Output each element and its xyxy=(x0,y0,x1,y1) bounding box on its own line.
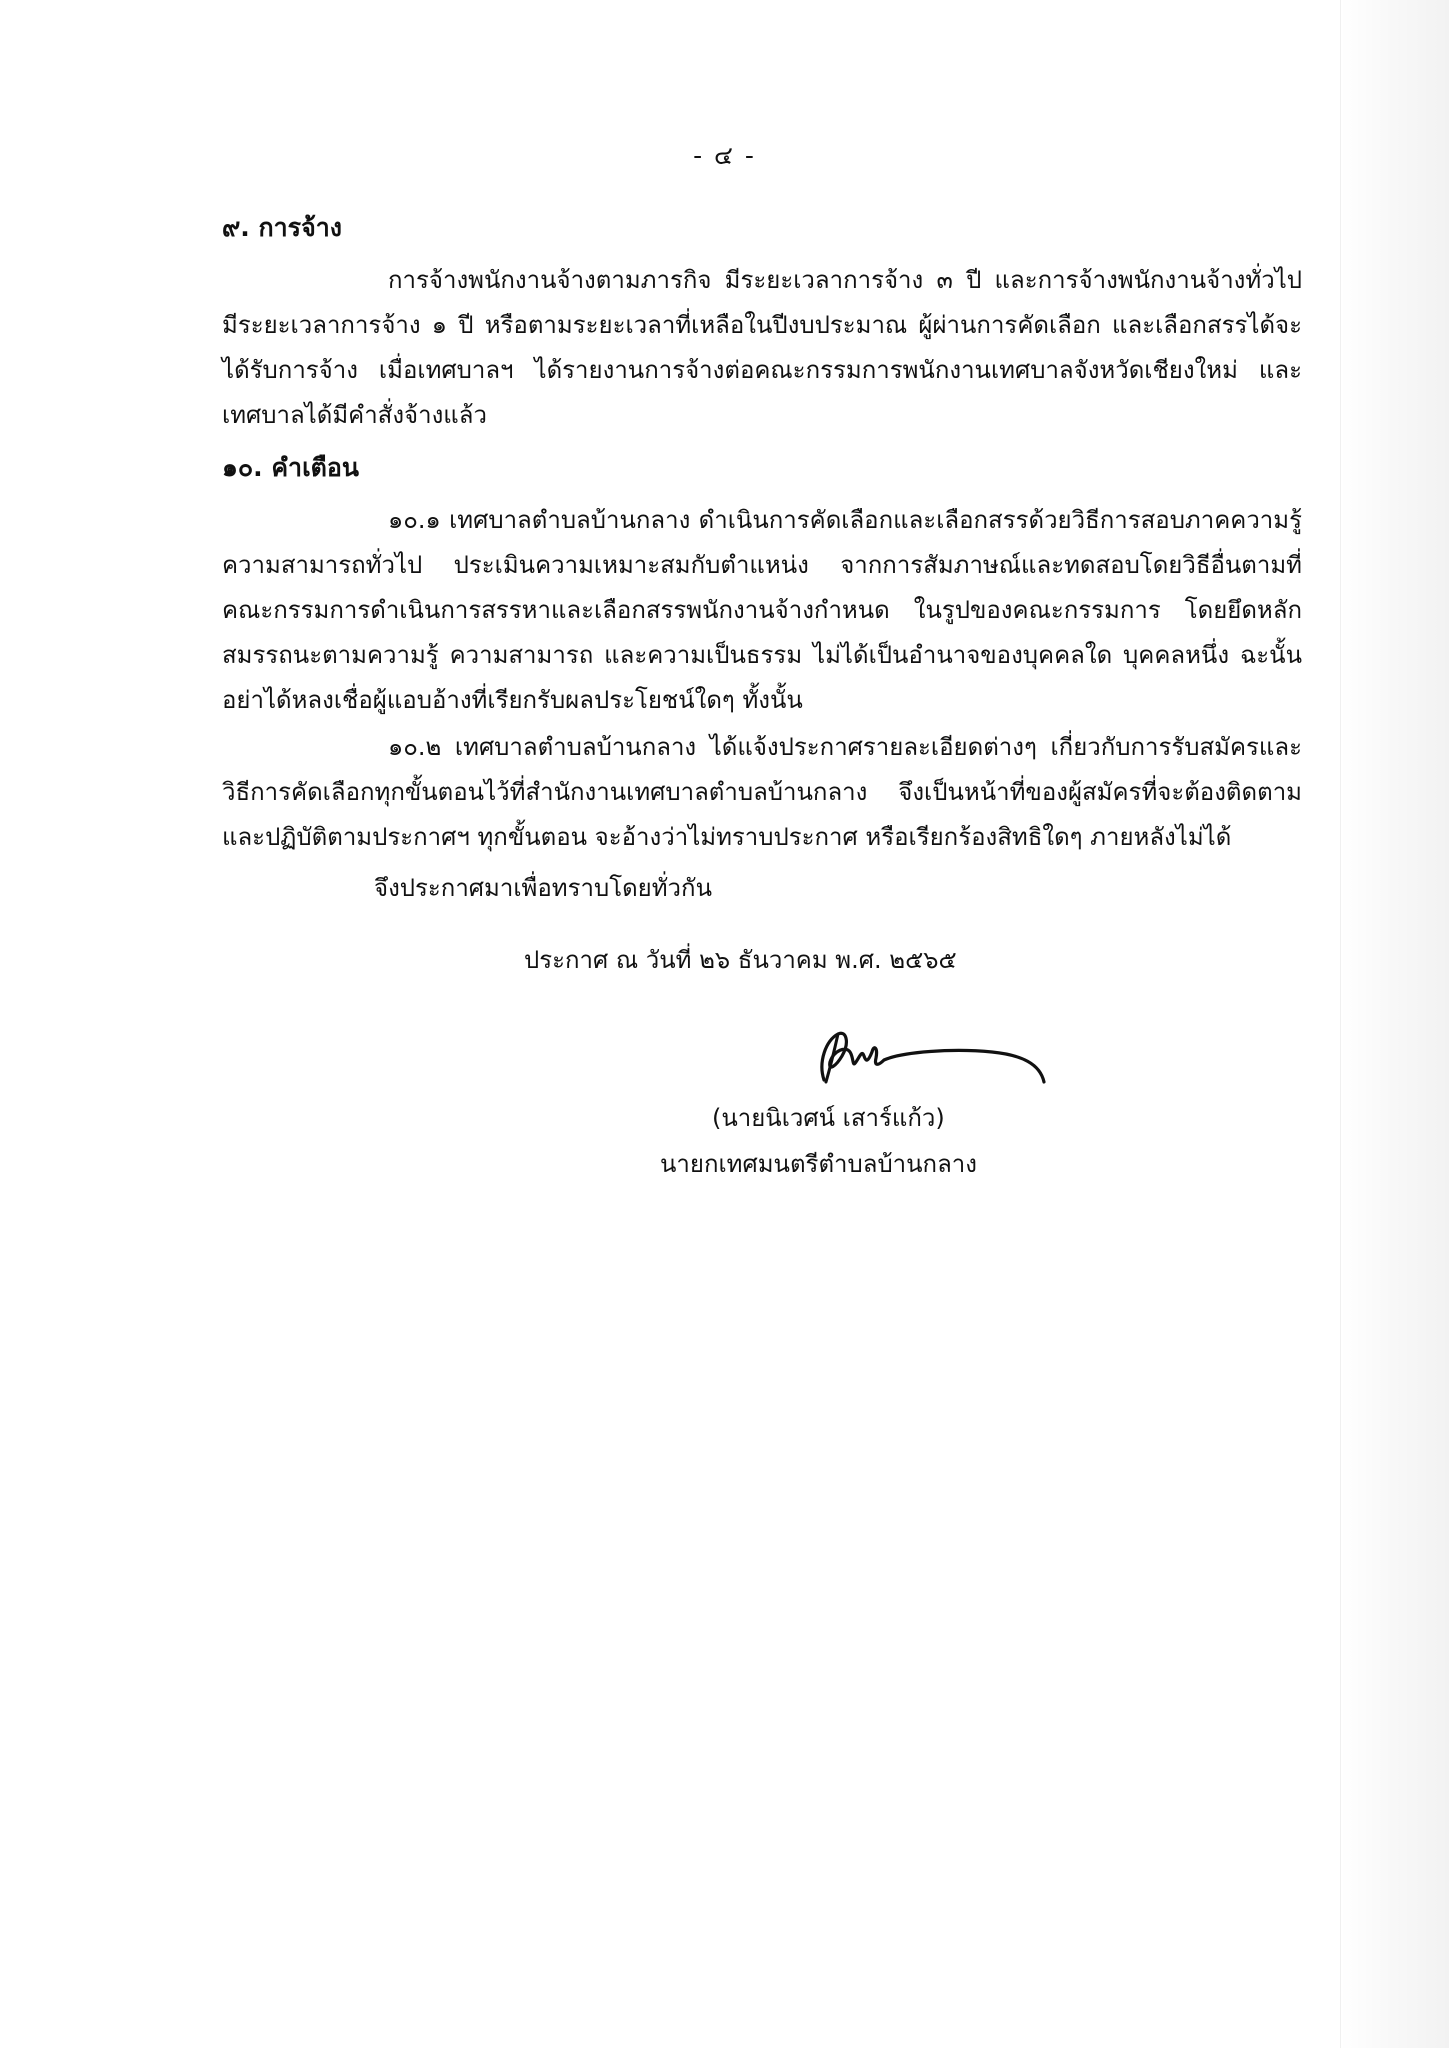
section-employment-heading: ๙. การจ้าง xyxy=(222,213,343,242)
section-warning-heading: ๑๐. คำเตือน xyxy=(222,453,359,482)
scan-shadow xyxy=(1339,0,1449,2048)
page-number: - ๔ - xyxy=(693,141,756,170)
warning-item-2: ๑๐.๒ เทศบาลตำบลบ้านกลาง ได้แจ้งประกาศรายละเอียดต่างๆ เกี่ยวกับการรับสมัครและวิธีการคัดเลือกทุกขั้นตอนไว้ที่สำนักงานเทศบาลตำบลบ้านกลาง จึงเป็นหน้าที่ของผู้สมัครที่จะต้องติดตาม และปฏิบัติตามประกาศฯ ทุกขั้นตอน จะอ้างว่าไม่ทราบประกาศ หรือเรียกร้องสิทธิใดๆ ภายหลังไม่ได้ xyxy=(222,733,1302,851)
announcement-date: ประกาศ ณ วันที่ ๒๖ ธันวาคม พ.ศ. ๒๕๖๕ xyxy=(524,946,957,974)
closing-statement: จึงประกาศมาเพื่อทราบโดยทั่วกัน xyxy=(374,874,712,902)
section-warning xyxy=(222,448,1302,860)
section-employment-paragraph: การจ้างพนักงานจ้างตามภารกิจ มีระยะเวลาการจ้าง ๓ ปี และการจ้างพนักงานจ้างทั่วไป มีระยะเวลาการจ้าง ๑ ปี หรือตามระยะเวลาที่เหลือในปีงบประมาณ ผู้ผ่านการคัดเลือก และเลือกสรรได้จะได้รับการจ้าง เมื่อเทศบาลฯ ได้รายงานการจ้างต่อคณะกรรมการพนักงานเทศบาลจังหวัดเชียงใหม่ และเทศบาลได้มีคำสั่งจ้างแล้ว xyxy=(222,266,1302,429)
signature-icon xyxy=(812,1022,1052,1092)
signatory-position: นายกเทศมนตรีตำบลบ้านกลาง xyxy=(660,1150,977,1178)
warning-item-1: ๑๐.๑ เทศบาลตำบลบ้านกลาง ดำเนินการคัดเลือกและเลือกสรรด้วยวิธีการสอบภาคความรู้ความสามารถทั่วไป ประเมินความเหมาะสมกับตำแหน่ง จากการสัมภาษณ์และทดสอบโดยวิธีอื่นตามที่คณะกรรมการดำเนินการสรรหาและเลือกสรรพนักงานจ้างกำหนด ในรูปของคณะกรรมการ โดยยึดหลักสมรรถนะตามความรู้ ความสามารถ และความเป็นธรรม ไม่ได้เป็นอำนาจของบุคคลใด บุคคลหนึ่ง ฉะนั้นอย่าได้หลงเชื่อผู้แอบอ้างที่เรียกรับผลประโยชน์ใดๆ ทั้งนั้น xyxy=(222,506,1302,714)
section-employment xyxy=(222,208,1302,438)
signatory-name: (นายนิเวศน์ เสาร์แก้ว) xyxy=(712,1104,945,1132)
scan-fold-line xyxy=(1340,0,1341,2048)
